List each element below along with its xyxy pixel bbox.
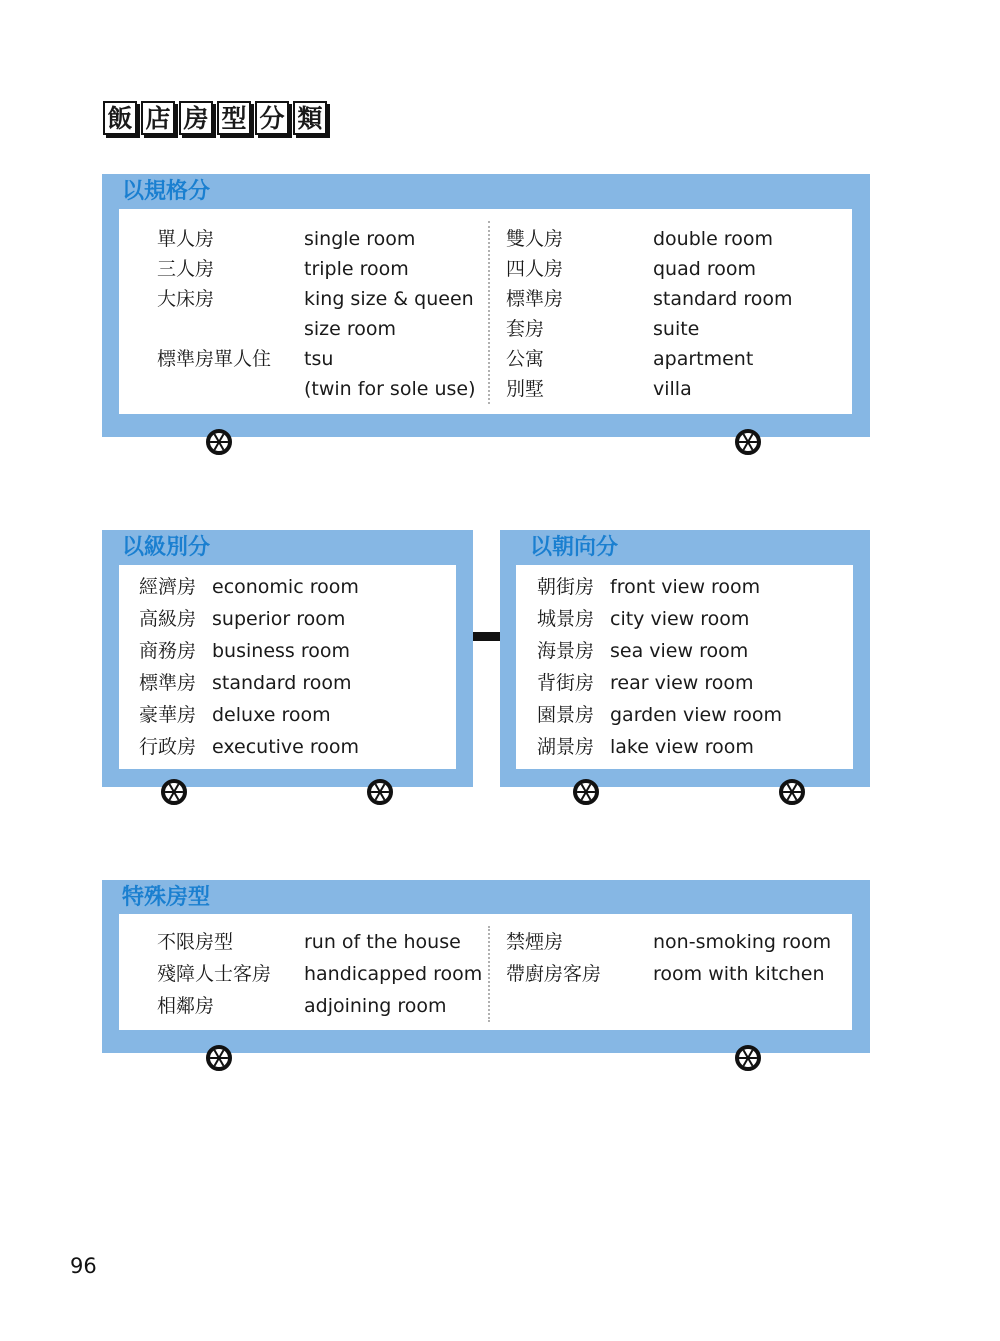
zh-term: 湖景房	[537, 736, 595, 758]
zh-term: 標準房	[506, 288, 564, 310]
en-term: standard room	[212, 672, 352, 694]
title-char: 房	[179, 101, 213, 135]
en-term: lake view room	[610, 736, 754, 758]
zh-term: 行政房	[139, 736, 197, 758]
en-term: quad room	[653, 258, 756, 280]
wheel-icon	[735, 1045, 761, 1071]
column-divider	[488, 221, 490, 404]
zh-term: 四人房	[506, 258, 564, 280]
list-item	[157, 314, 497, 344]
view-panel	[500, 530, 870, 787]
spec-right-column	[506, 224, 836, 404]
wheel-icon	[206, 429, 232, 455]
wheel-icon	[779, 779, 805, 805]
list-item	[537, 731, 847, 763]
list-item	[537, 603, 847, 635]
zh-term: 雙人房	[506, 228, 564, 250]
zh-term	[157, 374, 304, 404]
list-item	[506, 254, 836, 284]
list-item	[506, 344, 836, 374]
en-term: garden view room	[610, 704, 782, 726]
list-item	[537, 571, 847, 603]
zh-term: 相鄰房	[157, 995, 215, 1017]
list-item	[139, 635, 449, 667]
zh-term: 帶廚房客房	[506, 963, 602, 985]
en-term: villa	[653, 378, 692, 400]
wheel-icon	[206, 1045, 232, 1071]
en-term: non-smoking room	[653, 931, 832, 953]
special-panel-title: 特殊房型	[122, 885, 211, 910]
en-term: rear view room	[610, 672, 754, 694]
list-item	[506, 224, 836, 254]
title-char: 店	[141, 101, 175, 135]
grade-panel-title: 以級別分	[122, 535, 211, 560]
zh-term: 豪華房	[139, 704, 197, 726]
zh-term: 殘障人士客房	[157, 963, 272, 985]
list-item	[157, 284, 497, 314]
view-list	[537, 571, 847, 763]
spec-left-column	[157, 224, 497, 404]
spec-panel	[102, 174, 870, 437]
zh-term: 不限房型	[157, 931, 234, 953]
column-divider	[488, 926, 490, 1022]
en-term: double room	[653, 228, 773, 250]
en-term: standard room	[653, 288, 793, 310]
view-panel-title: 以朝向分	[530, 535, 619, 560]
en-term: single room	[304, 228, 416, 250]
list-item	[157, 990, 497, 1022]
list-item	[506, 284, 836, 314]
list-item	[537, 667, 847, 699]
page-number: 96	[70, 1254, 97, 1278]
list-item	[506, 958, 846, 990]
en-term: room with kitchen	[653, 963, 825, 985]
zh-term	[157, 314, 304, 344]
wheel-icon	[735, 429, 761, 455]
list-item	[506, 926, 846, 958]
list-item	[157, 374, 497, 404]
wheel-icon	[161, 779, 187, 805]
list-item	[139, 603, 449, 635]
special-panel	[102, 880, 870, 1053]
special-panel-content	[119, 914, 852, 1030]
en-term: (twin for sole use)	[304, 378, 476, 400]
en-term: business room	[212, 640, 351, 662]
list-item	[157, 224, 497, 254]
list-item	[157, 926, 497, 958]
zh-term: 高級房	[139, 608, 197, 630]
list-item	[157, 958, 497, 990]
en-term: city view room	[610, 608, 750, 630]
list-item	[506, 314, 836, 344]
spec-panel-content	[119, 209, 852, 414]
grade-list	[139, 571, 449, 763]
grade-panel-content	[119, 565, 456, 769]
title-char: 飯	[103, 101, 137, 135]
list-item	[537, 699, 847, 731]
special-right-column	[506, 926, 846, 990]
zh-term: 公寓	[506, 348, 545, 370]
en-term: run of the house	[304, 931, 461, 953]
zh-term: 禁煙房	[506, 931, 564, 953]
en-term: suite	[653, 318, 700, 340]
title-char: 分	[255, 101, 289, 135]
list-item	[139, 731, 449, 763]
list-item	[139, 571, 449, 603]
list-item	[157, 254, 497, 284]
en-term: front view room	[610, 576, 761, 598]
en-term: handicapped room	[304, 963, 483, 985]
en-term: superior room	[212, 608, 346, 630]
panel-connector	[473, 632, 500, 641]
zh-term: 城景房	[537, 608, 595, 630]
list-item	[139, 699, 449, 731]
zh-term: 別墅	[506, 378, 545, 400]
zh-term: 三人房	[157, 258, 215, 280]
list-item	[537, 635, 847, 667]
zh-term: 園景房	[537, 704, 595, 726]
en-term: adjoining room	[304, 995, 447, 1017]
zh-term: 標準房單人住	[157, 348, 272, 370]
en-term: tsu	[304, 348, 334, 370]
special-left-column	[157, 926, 497, 1022]
title-char: 型	[217, 101, 251, 135]
zh-term: 套房	[506, 318, 545, 340]
zh-term: 朝街房	[537, 576, 595, 598]
en-term: deluxe room	[212, 704, 331, 726]
en-term: king size & queen	[304, 288, 474, 310]
en-term: triple room	[304, 258, 409, 280]
list-item	[139, 667, 449, 699]
en-term: size room	[304, 318, 397, 340]
zh-term: 背街房	[537, 672, 595, 694]
zh-term: 經濟房	[139, 576, 197, 598]
wheel-icon	[573, 779, 599, 805]
grade-panel	[102, 530, 473, 787]
en-term: sea view room	[610, 640, 749, 662]
zh-term: 單人房	[157, 228, 215, 250]
list-item	[506, 374, 836, 404]
zh-term: 大床房	[157, 288, 215, 310]
wheel-icon	[367, 779, 393, 805]
en-term: executive room	[212, 736, 360, 758]
en-term: economic room	[212, 576, 359, 598]
list-item	[157, 344, 497, 374]
zh-term: 海景房	[537, 640, 595, 662]
spec-panel-title: 以規格分	[122, 179, 211, 204]
zh-term: 標準房	[139, 672, 197, 694]
en-term: apartment	[653, 348, 754, 370]
zh-term: 商務房	[139, 640, 197, 662]
title-char: 類	[293, 101, 327, 135]
page-title	[103, 101, 327, 135]
view-panel-content	[516, 565, 853, 769]
